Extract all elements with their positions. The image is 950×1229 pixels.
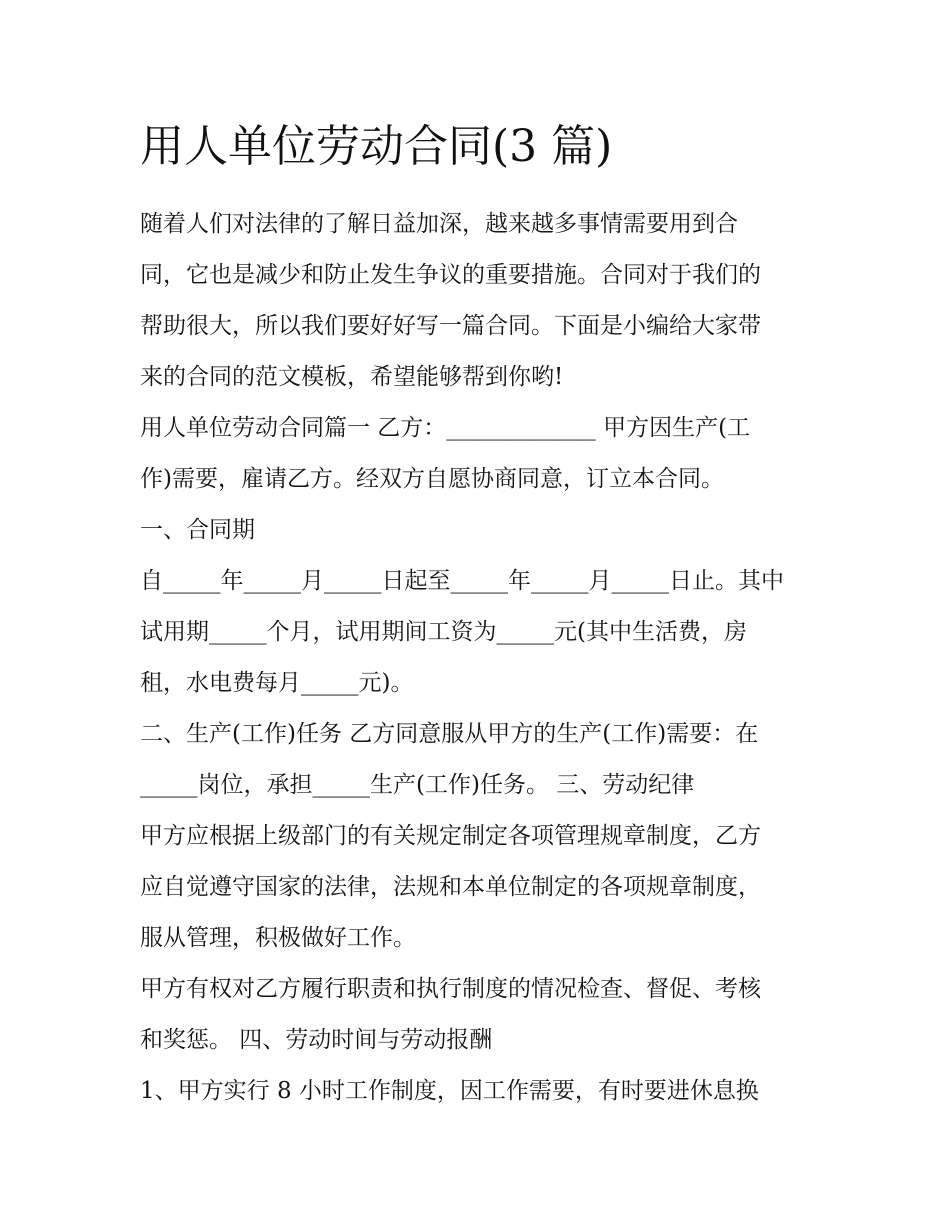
body-line: 甲方应根据上级部门的有关规定制定各项管理规章制度，乙方 <box>140 823 761 849</box>
document-body <box>140 199 820 1117</box>
body-line: 同，它也是减少和防止发生争议的重要措施。合同对于我们的 <box>140 262 761 288</box>
body-line: 和奖惩。 四、劳动时间与劳动报酬 <box>140 1027 493 1053</box>
body-line: 甲方有权对乙方履行职责和执行制度的情况检查、督促、考核 <box>140 976 761 1002</box>
body-line: 应自觉遵守国家的法律，法规和本单位制定的各项规章制度， <box>140 874 761 900</box>
body-line: 租，水电费每月_____元)。 <box>140 670 414 696</box>
body-line: 1、甲方实行 8 小时工作制度，因工作需要，有时要进休息换 <box>140 1078 759 1104</box>
body-line: _____岗位，承担_____生产(工作)任务。 三、劳动纪律 <box>140 772 695 798</box>
body-line: 作)需要，雇请乙方。经双方自愿协商同意，订立本合同。 <box>140 466 724 492</box>
body-line: 服从管理，积极做好工作。 <box>140 925 416 951</box>
body-line: 帮助很大，所以我们要好好写一篇合同。下面是小编给大家带 <box>140 313 761 339</box>
document-title: 用人单位劳动合同(3 篇) <box>140 121 613 172</box>
section-heading: 一、合同期 <box>140 517 255 543</box>
body-line: 试用期_____个月，试用期间工资为_____元(其中生活费，房 <box>140 619 747 645</box>
body-line: 自_____年_____月_____日起至_____年_____月_____日止。其中 <box>140 568 784 594</box>
body-line: 随着人们对法律的了解日益加深，越来越多事情需要用到合 <box>140 211 738 237</box>
body-line: 二、生产(工作)任务 乙方同意服从甲方的生产(工作)需要：在 <box>140 721 759 747</box>
body-line: 用人单位劳动合同篇一 乙方：_____________ 甲方因生产(工 <box>140 415 751 441</box>
body-line: 来的合同的范文模板，希望能够帮到你哟! <box>140 364 564 390</box>
